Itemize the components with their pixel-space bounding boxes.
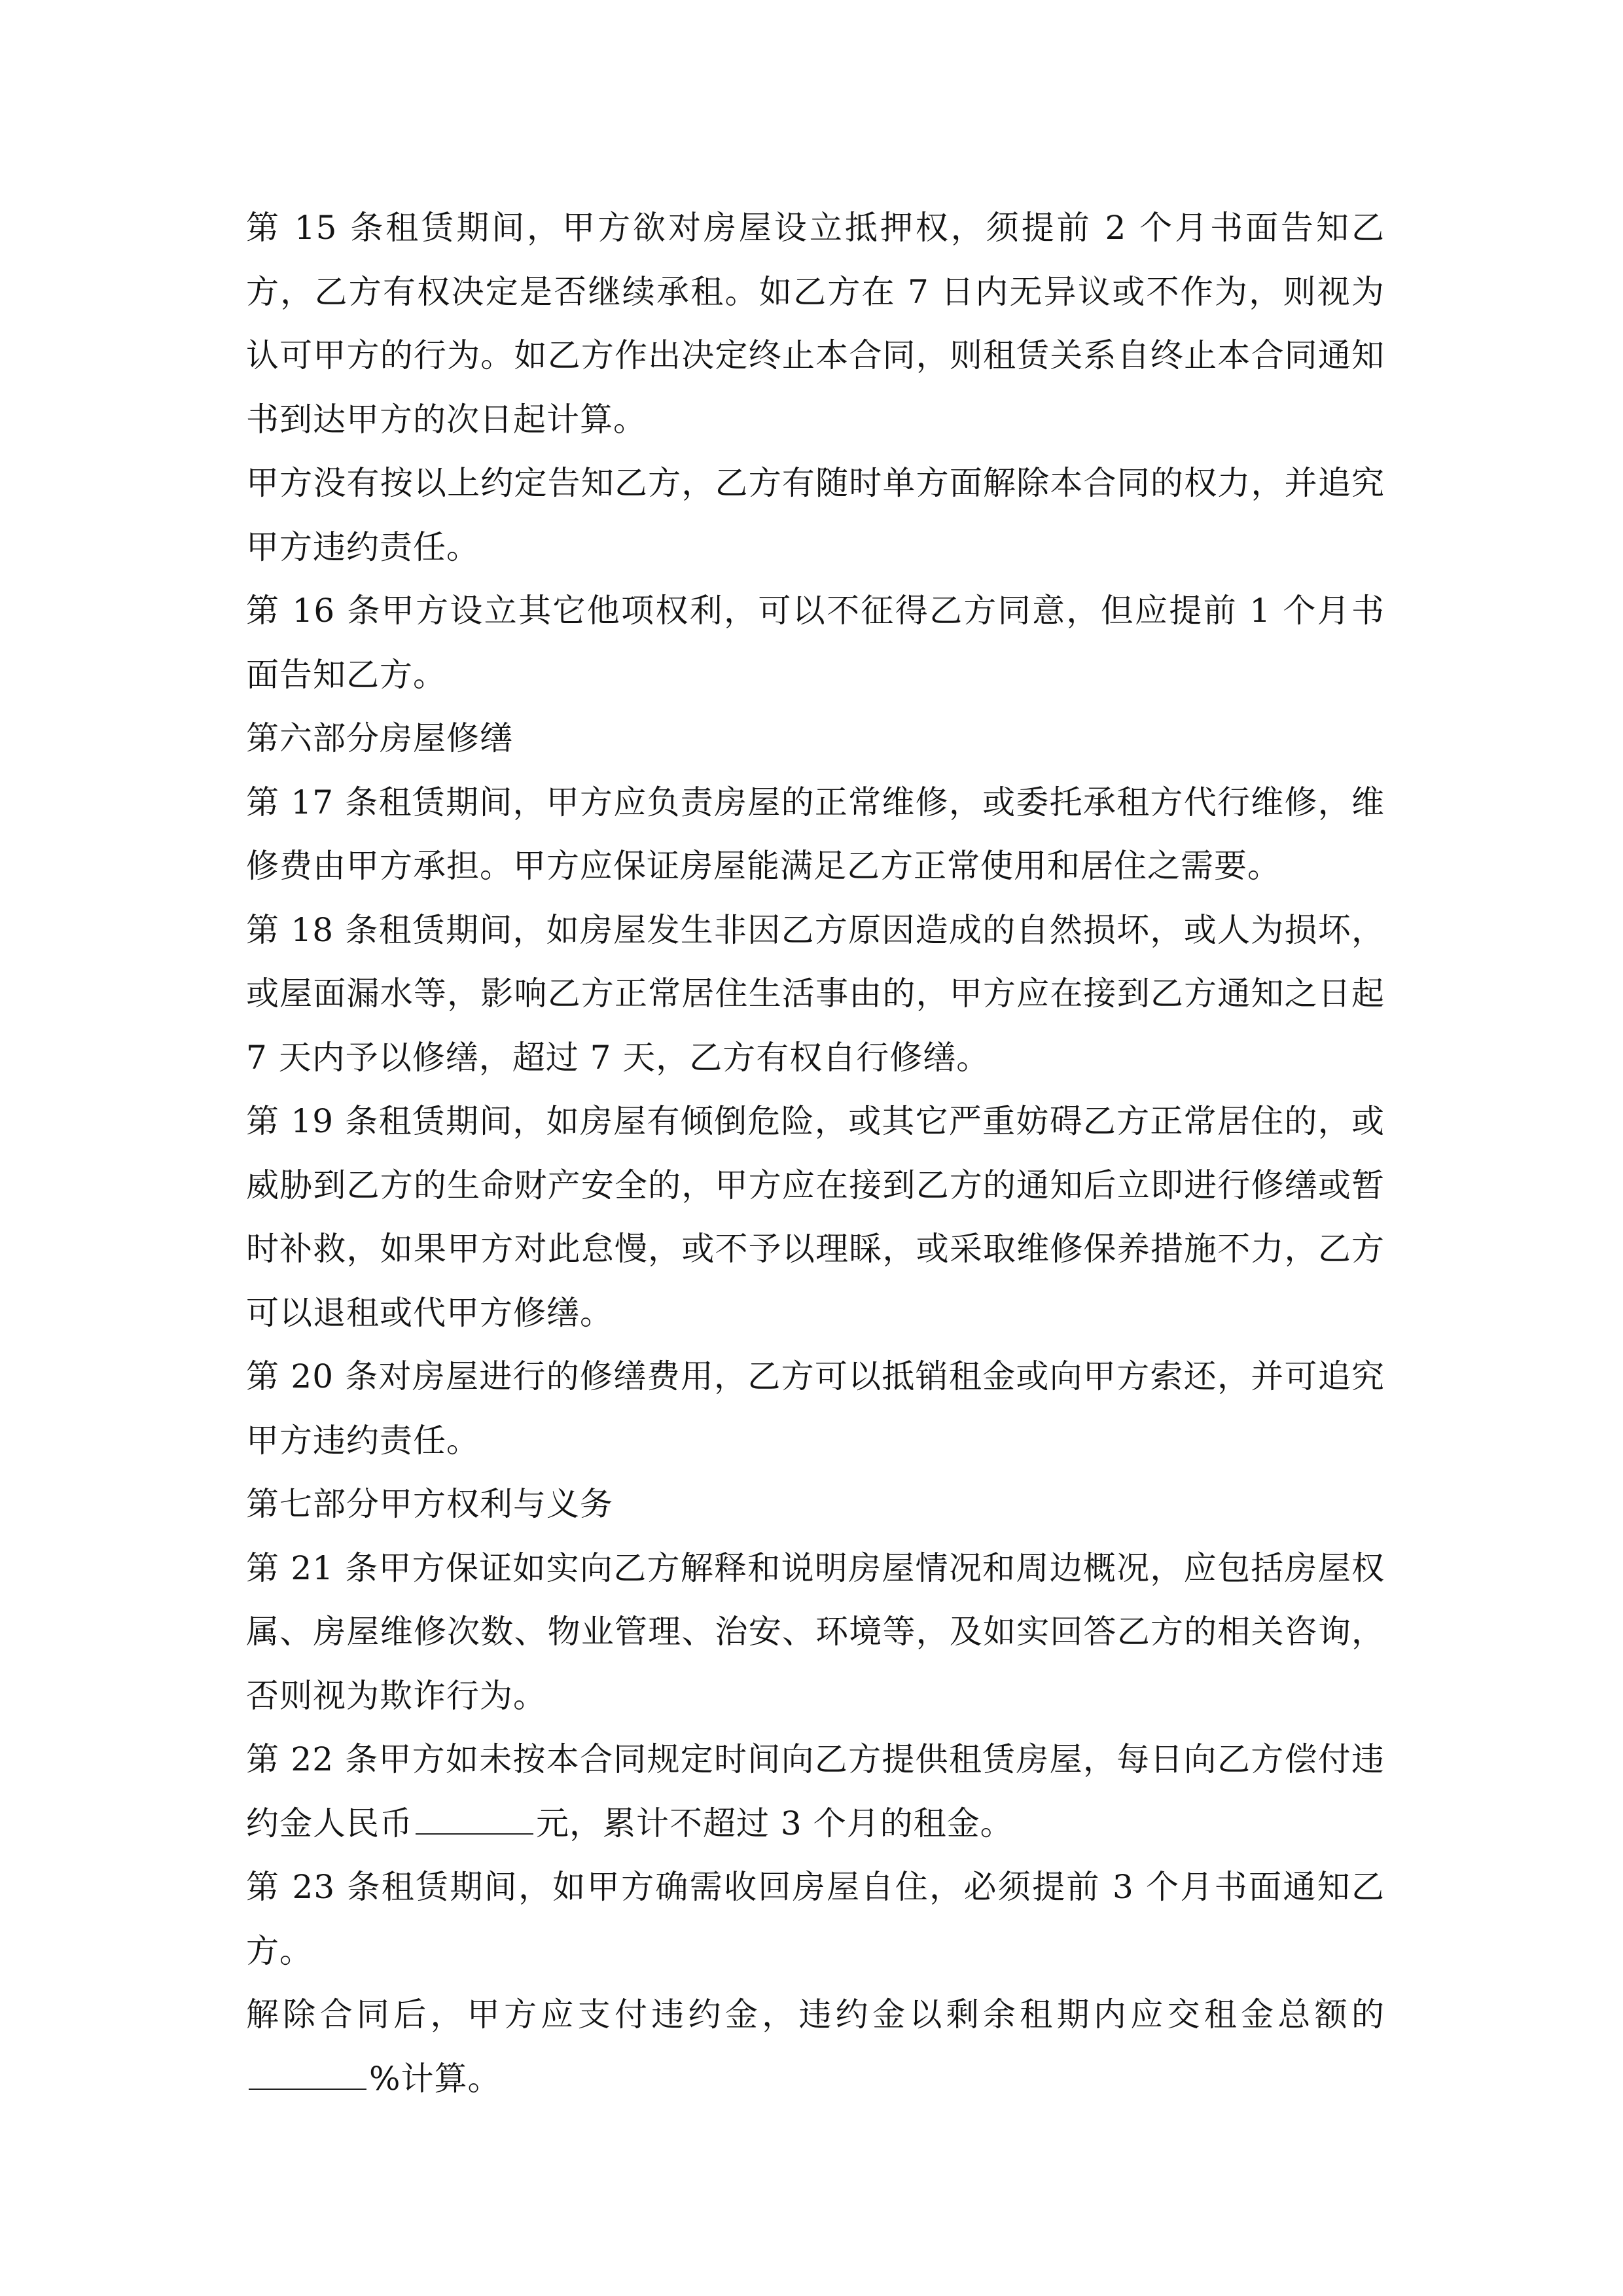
clause-23: 第 23 条租赁期间，如甲方确需收回房屋自住，必须提前 3 个月书面通知乙方。 xyxy=(246,1868,1385,1970)
clause-17: 第 17 条租赁期间，甲方应负责房屋的正常维修，或委托承租方代行维修，维修费由甲方承担。甲方应保证房屋能满足乙方正常使用和居住之需要。 xyxy=(246,783,1385,885)
clause-19: 第 19 条租赁期间，如房屋有倾倒危险，或其它严重妨碍乙方正常居住的，或威胁到乙方的生命财产安全的，甲方应在接到乙方的通知后立即进行修缮或暂时补救，如果甲方对此怠慢，或不予以理睬，或采取维修保养措施不力，乙方可以退租或代甲方修缮。 xyxy=(246,1102,1385,1332)
section-heading-repairs: 第六部分房屋修缮 xyxy=(246,719,513,757)
clause-22-text-before: 第 22 条甲方如未按本合同规定时间向乙方提供租赁房屋，每日向乙方偿付违约金人民币 xyxy=(246,1740,1385,1842)
clause-16: 第 16 条甲方设立其它他项权利，可以不征得乙方同意，但应提前 1 个月书面告知乙方。 xyxy=(246,592,1385,694)
clause-15-supplement: 甲方没有按以上约定告知乙方，乙方有随时单方面解除本合同的权力，并追究甲方违约责任。 xyxy=(246,464,1385,566)
document-body xyxy=(246,196,1385,2111)
clause-23-text-before: 解除合同后，甲方应支付违约金，违约金以剩余租期内应交租金总额的 xyxy=(246,1996,1385,2034)
clause-22 xyxy=(246,1728,1385,1856)
penalty-percent-blank xyxy=(249,2058,366,2090)
clause-15: 第 15 条租赁期间，甲方欲对房屋设立抵押权，须提前 2 个月书面告知乙方，乙方有权决定是否继续承租。如乙方在 7 日内无异议或不作为，则视为认可甲方的行为。如乙方作出决定终止本合同，则租赁关系自终止本合同通知书到达甲方的次日起计算。 xyxy=(246,209,1385,439)
clause-22-text-after: 元，累计不超过 3 个月的租金。 xyxy=(536,1804,1014,1842)
penalty-amount-blank xyxy=(416,1803,533,1835)
clause-23-text-after: %计算。 xyxy=(369,2059,501,2098)
clause-23-penalty xyxy=(246,1983,1385,2111)
clause-18: 第 18 条租赁期间，如房屋发生非因乙方原因造成的自然损坏，或人为损坏，或屋面漏水等，影响乙方正常居住生活事由的，甲方应在接到乙方通知之日起 7 天内予以修缮，超过 7 天，乙方有权自行修缮。 xyxy=(246,910,1385,1077)
clause-21: 第 21 条甲方保证如实向乙方解释和说明房屋情况和周边概况，应包括房屋权属、房屋维修次数、物业管理、治安、环境等，及如实回答乙方的相关咨询，否则视为欺诈行为。 xyxy=(246,1549,1385,1715)
section-heading-landlord-rights: 第七部分甲方权利与义务 xyxy=(246,1485,613,1523)
clause-20: 第 20 条对房屋进行的修缮费用，乙方可以抵销租金或向甲方索还，并可追究甲方违约责任。 xyxy=(246,1357,1385,1460)
